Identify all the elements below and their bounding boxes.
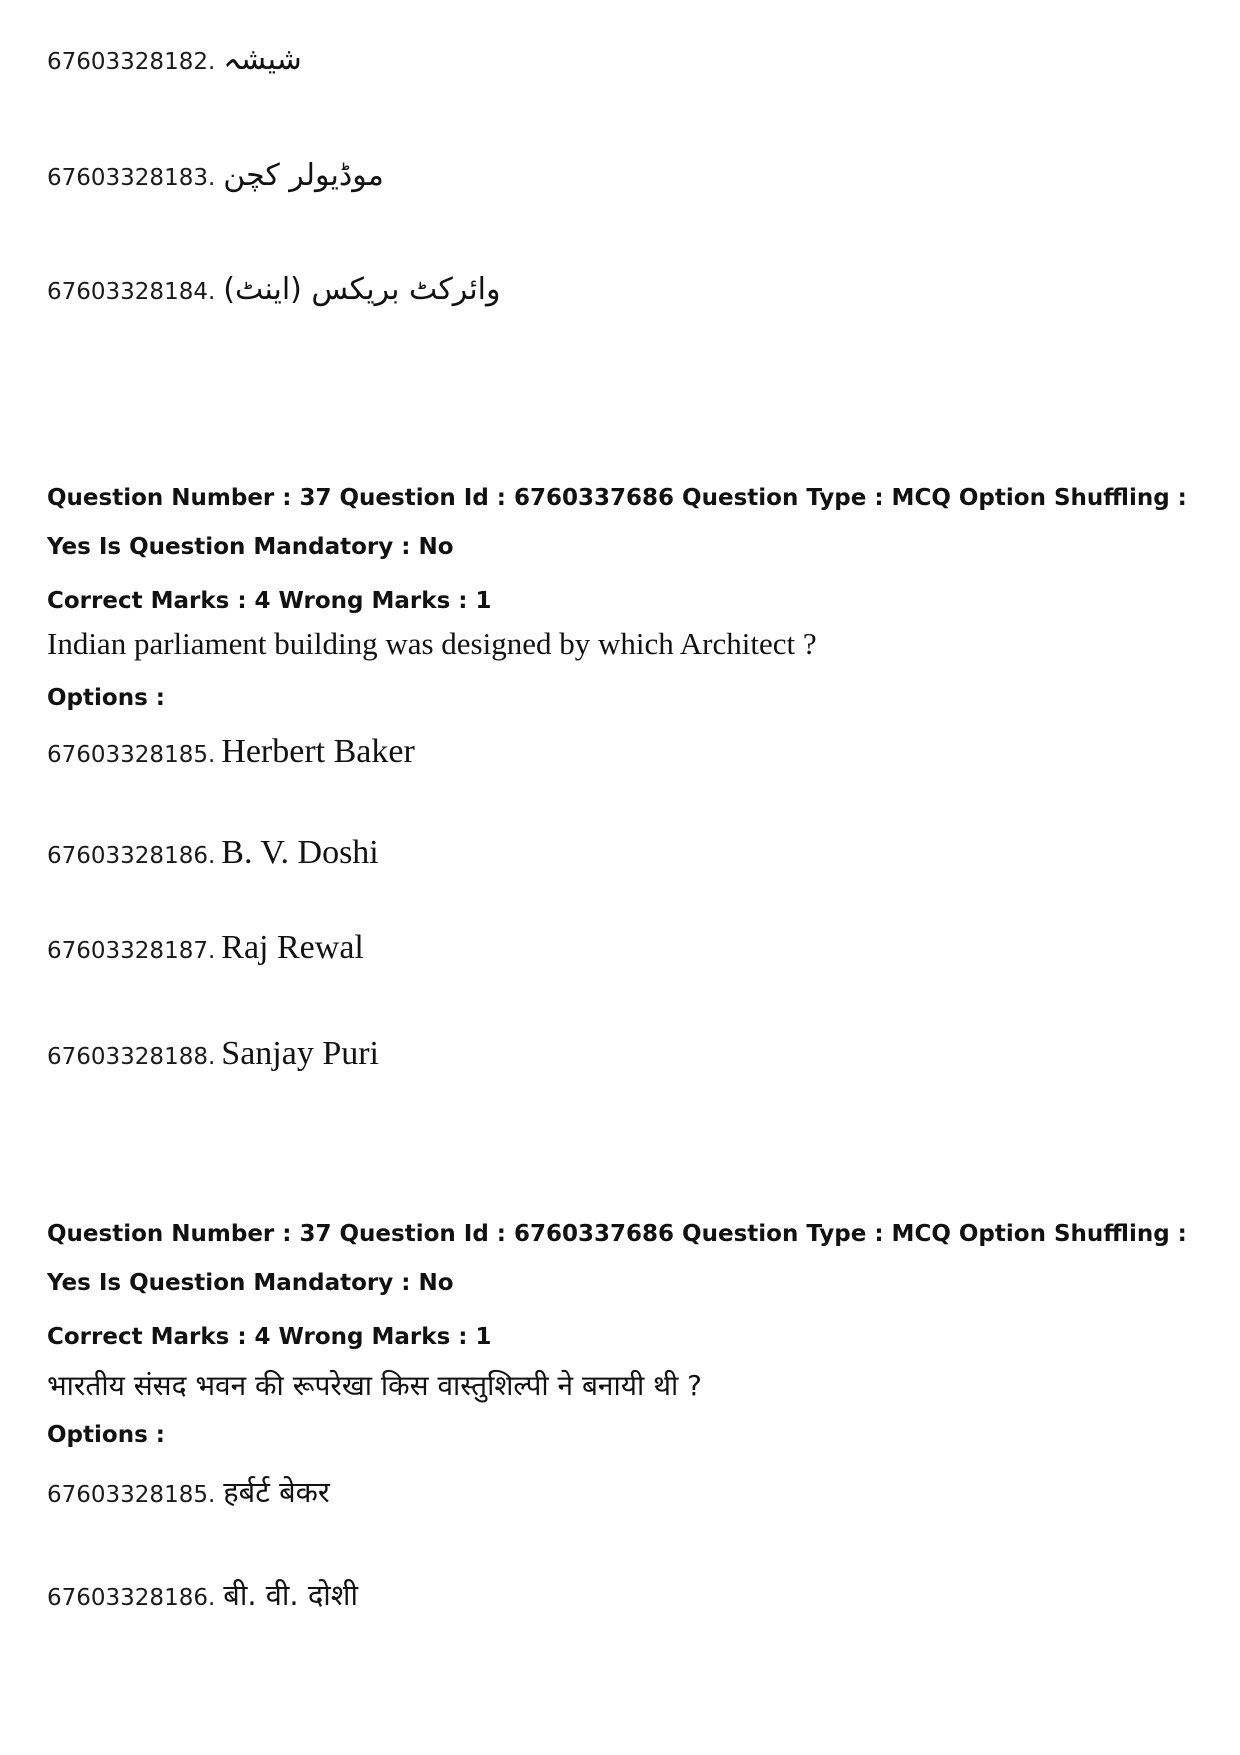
option-row	[47, 272, 501, 307]
option-number: 67603328185.	[47, 1482, 216, 1508]
question-marks: Correct Marks : 4 Wrong Marks : 1	[47, 1324, 492, 1350]
option-number: 67603328183.	[47, 165, 216, 191]
option-text: Sanjay Puri	[221, 1035, 379, 1072]
option-row	[47, 1575, 358, 1614]
option-text: موڈیولر کچن	[223, 158, 384, 193]
option-text: Herbert Baker	[221, 733, 415, 770]
question-text: भारतीय संसद भवन की रूपरेखा किस वास्तुशिल्पी ने बनायी थी ?	[47, 1369, 703, 1402]
option-row	[47, 158, 384, 193]
options-label: Options :	[47, 685, 165, 711]
option-text: Raj Rewal	[221, 929, 364, 966]
option-text: हर्बर्ट बेकर	[223, 1475, 330, 1509]
question-header: Question Number : 37 Question Id : 6760337686 Question Type : MCQ Option Shuffling : Yes Is Question Mandatory : No	[47, 1221, 1187, 1296]
option-number: 67603328186.	[47, 843, 216, 869]
option-row	[47, 834, 379, 872]
option-text: شیشہ	[223, 42, 302, 77]
options-label: Options :	[47, 1422, 165, 1448]
question-marks: Correct Marks : 4 Wrong Marks : 1	[47, 588, 492, 614]
option-number: 67603328182.	[47, 49, 216, 75]
option-text: وائرکٹ بریکس (اینٹ)	[223, 272, 501, 307]
option-text: B. V. Doshi	[221, 834, 379, 871]
option-number: 67603328187.	[47, 938, 216, 964]
option-text: बी. वी. दोशी	[223, 1578, 359, 1612]
option-row	[47, 929, 364, 967]
option-row	[47, 733, 415, 771]
option-row	[47, 1035, 379, 1073]
option-number: 67603328186.	[47, 1585, 216, 1611]
option-row	[47, 42, 302, 77]
option-number: 67603328185.	[47, 742, 216, 768]
option-number: 67603328184.	[47, 279, 216, 305]
option-row	[47, 1472, 330, 1511]
question-text: Indian parliament building was designed by which Architect ?	[47, 626, 817, 661]
question-header: Question Number : 37 Question Id : 6760337686 Question Type : MCQ Option Shuffling : Yes Is Question Mandatory : No	[47, 485, 1187, 560]
option-number: 67603328188.	[47, 1044, 216, 1070]
